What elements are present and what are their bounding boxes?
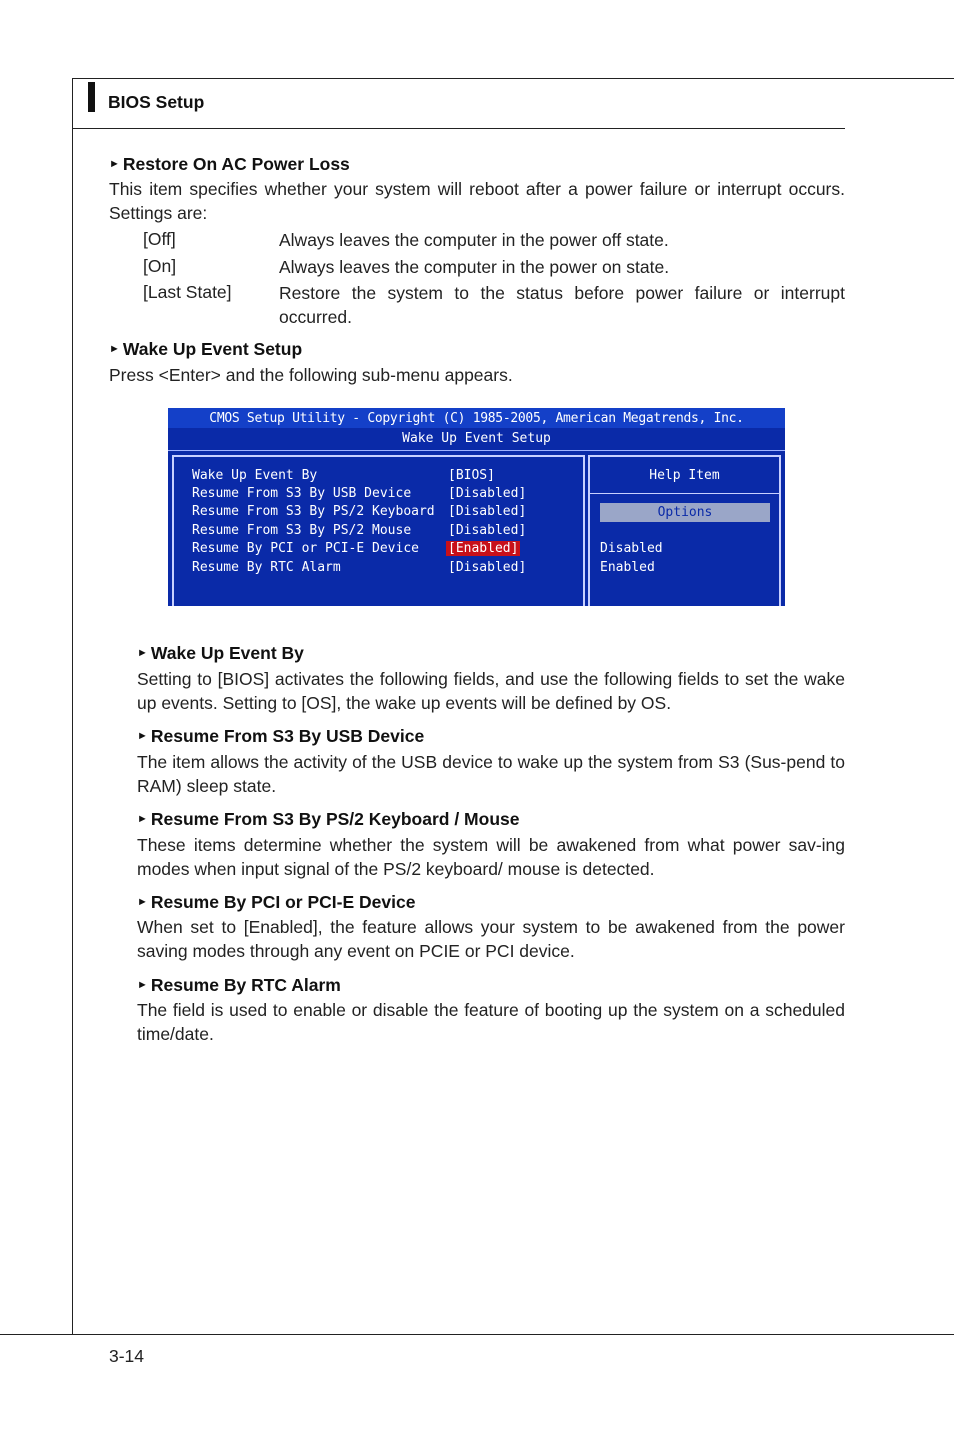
section-heading-text: Resume From S3 By PS/2 Keyboard / Mouse bbox=[150, 809, 520, 829]
option-key-on: [On] bbox=[143, 256, 177, 276]
restore-intro: This item specifies whether your system will reboot after a power failure or interrupt occurs. Settings are: bbox=[109, 179, 845, 223]
bullet-triangle-icon: ► bbox=[137, 979, 148, 991]
bios-row-value[interactable]: [Disabled] bbox=[448, 504, 527, 519]
usb-text: The item allows the activity of the USB device to wake up the system from S3 (Sus-pend to RAM) sleep state. bbox=[137, 752, 845, 796]
bios-row-value[interactable]: [Disabled] bbox=[448, 486, 527, 501]
section-heading-restore bbox=[109, 154, 350, 175]
bios-row-value[interactable]: [Disabled] bbox=[448, 523, 527, 538]
wake-by-text: Setting to [BIOS] activates the following fields, and use the following fields to set the wake up events. Setting to [OS], the wake up events will be defined by OS. bbox=[137, 669, 845, 713]
page-header-title: BIOS Setup bbox=[108, 92, 205, 112]
section-heading-text: Wake Up Event Setup bbox=[122, 339, 303, 359]
bios-help-separator bbox=[588, 493, 781, 494]
option-key-off: [Off] bbox=[143, 229, 176, 249]
bios-row-label[interactable]: Wake Up Event By bbox=[192, 468, 318, 483]
bios-subtitle: Wake Up Event Setup bbox=[402, 431, 551, 446]
bios-row-value[interactable]: [BIOS] bbox=[448, 468, 495, 483]
bios-title: CMOS Setup Utility - Copyright (C) 1985-2005, American Megatrends, Inc. bbox=[209, 411, 744, 426]
option-key-last-state: [Last State] bbox=[143, 282, 232, 302]
section-heading-usb bbox=[137, 726, 424, 747]
bios-help-option: Enabled bbox=[600, 560, 655, 575]
bullet-triangle-icon: ► bbox=[137, 813, 148, 825]
wakeup-intro: Press <Enter> and the following sub-menu appears. bbox=[109, 365, 513, 385]
section-heading-rtc bbox=[137, 975, 341, 996]
bios-row-value-selected[interactable]: [Enabled] bbox=[448, 541, 519, 556]
bios-separator bbox=[168, 450, 785, 451]
section-heading-text: Restore On AC Power Loss bbox=[122, 154, 350, 174]
option-desc-off: Always leaves the computer in the power off state. bbox=[279, 230, 669, 250]
bullet-triangle-icon: ► bbox=[109, 343, 120, 355]
section-heading-text: Resume From S3 By USB Device bbox=[150, 726, 425, 746]
bios-help-title: Help Item bbox=[649, 468, 720, 483]
option-desc-last-state: Restore the system to the status before power failure or interrupt occurred. bbox=[279, 283, 845, 327]
bios-row-label[interactable]: Resume By PCI or PCI-E Device bbox=[192, 541, 419, 556]
frame-top-rule bbox=[72, 78, 954, 79]
bios-row-label[interactable]: Resume By RTC Alarm bbox=[192, 560, 341, 575]
bullet-triangle-icon: ► bbox=[109, 158, 120, 170]
pci-text: When set to [Enabled], the feature allows your system to be awakened from the power saving modes through any event on PCIE or PCI device. bbox=[137, 917, 845, 961]
bios-help-option: Disabled bbox=[600, 541, 663, 556]
frame-left-rule bbox=[72, 78, 73, 1335]
page-number: 3-14 bbox=[109, 1346, 145, 1366]
bullet-triangle-icon: ► bbox=[137, 647, 148, 659]
bios-row-label[interactable]: Resume From S3 By USB Device bbox=[192, 486, 412, 501]
section-heading-pci bbox=[137, 892, 415, 913]
bios-row-label[interactable]: Resume From S3 By PS/2 Keyboard bbox=[192, 504, 435, 519]
ps2-text: These items determine whether the system will be awakened from what power sav-ing modes when input signal of the PS/2 keyboard/ mouse is detected. bbox=[137, 835, 845, 879]
header-marker bbox=[88, 82, 95, 112]
section-heading-wakeup bbox=[109, 339, 302, 360]
bios-row-label[interactable]: Resume From S3 By PS/2 Mouse bbox=[192, 523, 412, 538]
bullet-triangle-icon: ► bbox=[137, 896, 148, 908]
frame-bottom-rule bbox=[0, 1334, 954, 1335]
section-heading-ps2 bbox=[137, 809, 519, 830]
section-heading-text: Resume By RTC Alarm bbox=[150, 975, 341, 995]
section-heading-text: Wake Up Event By bbox=[150, 643, 304, 663]
bios-options-bar: Options bbox=[600, 503, 770, 522]
section-heading-text: Resume By PCI or PCI-E Device bbox=[150, 892, 416, 912]
bullet-triangle-icon: ► bbox=[137, 730, 148, 742]
bios-screenshot bbox=[168, 408, 785, 606]
option-desc-on: Always leaves the computer in the power on state. bbox=[279, 257, 670, 277]
header-rule bbox=[72, 128, 845, 129]
section-heading-wake-by bbox=[137, 643, 304, 664]
rtc-text: The field is used to enable or disable the feature of booting up the system on a scheduled time/date. bbox=[137, 1000, 845, 1044]
bios-row-value[interactable]: [Disabled] bbox=[448, 560, 527, 575]
